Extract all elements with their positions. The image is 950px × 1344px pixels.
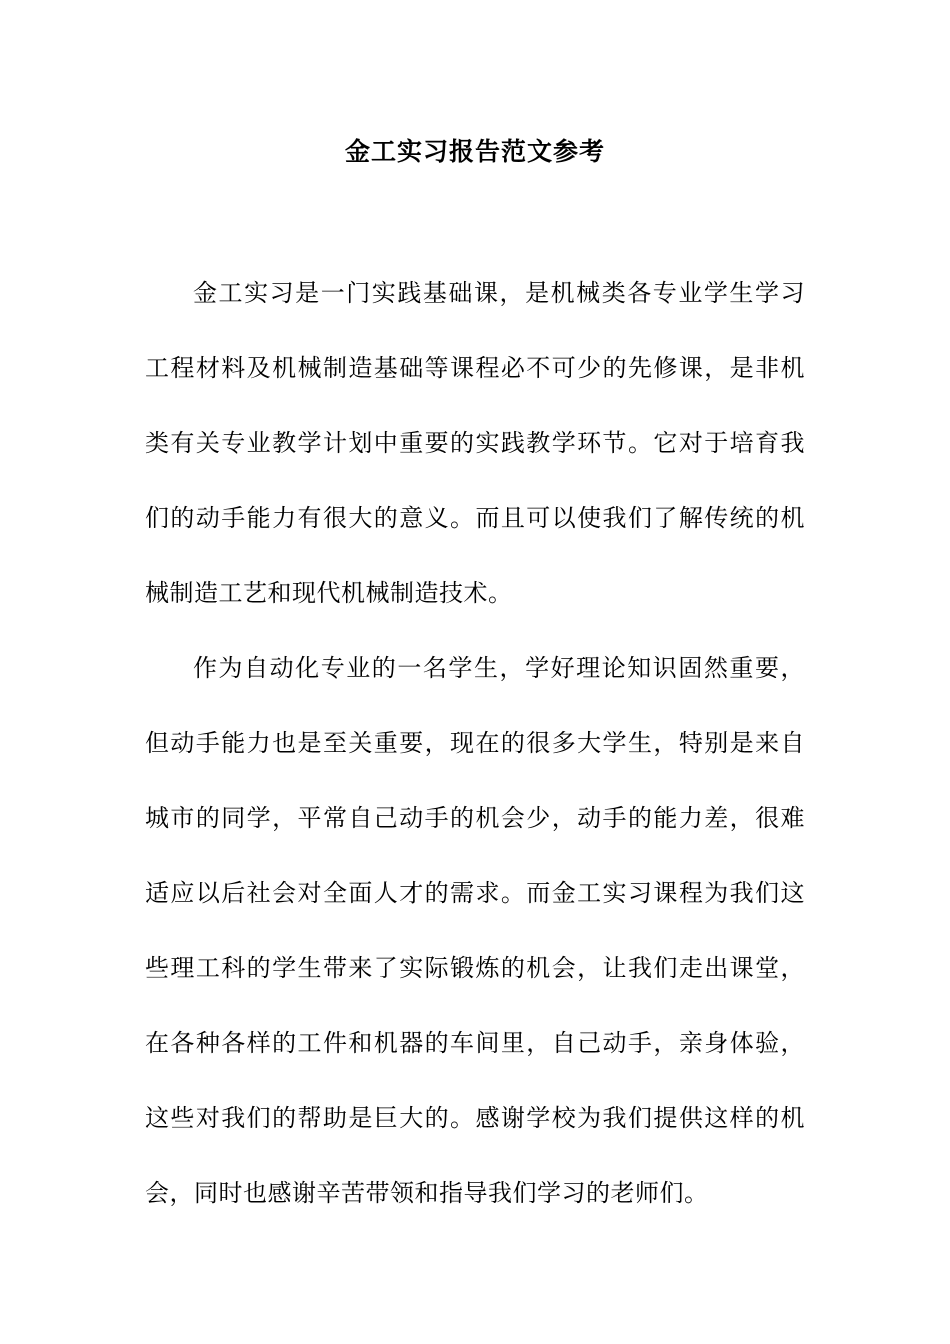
paragraph-1: 金工实习是一门实践基础课，是机械类各专业学生学习工程材料及机械制造基础等课程必不可少的先修课，是非机类有关专业教学计划中重要的实践教学环节。它对于培育我们的动手能力有很大的意义。而且可以使我们了解传统的机械制造工艺和现代机械制造技术。 xyxy=(145,279,805,607)
paragraph-2: 作为自动化专业的一名学生，学好理论知识固然重要，但动手能力也是至关重要，现在的很多大学生，特别是来自城市的同学，平常自己动手的机会少，动手的能力差，很难适应以后社会对全面人才的需求。而金工实习课程为我们这些理工科的学生带来了实际锻炼的机会，让我们走出课堂，在各种各样的工件和机器的车间里，自己动手，亲身体验，这些对我们的帮助是巨大的。感谢学校为我们提供这样的机会，同时也感谢辛苦带领和指导我们学习的老师们。 xyxy=(145,654,805,1207)
document-title: 金工实习报告范文参考 xyxy=(344,137,605,166)
document-body xyxy=(145,256,805,1231)
